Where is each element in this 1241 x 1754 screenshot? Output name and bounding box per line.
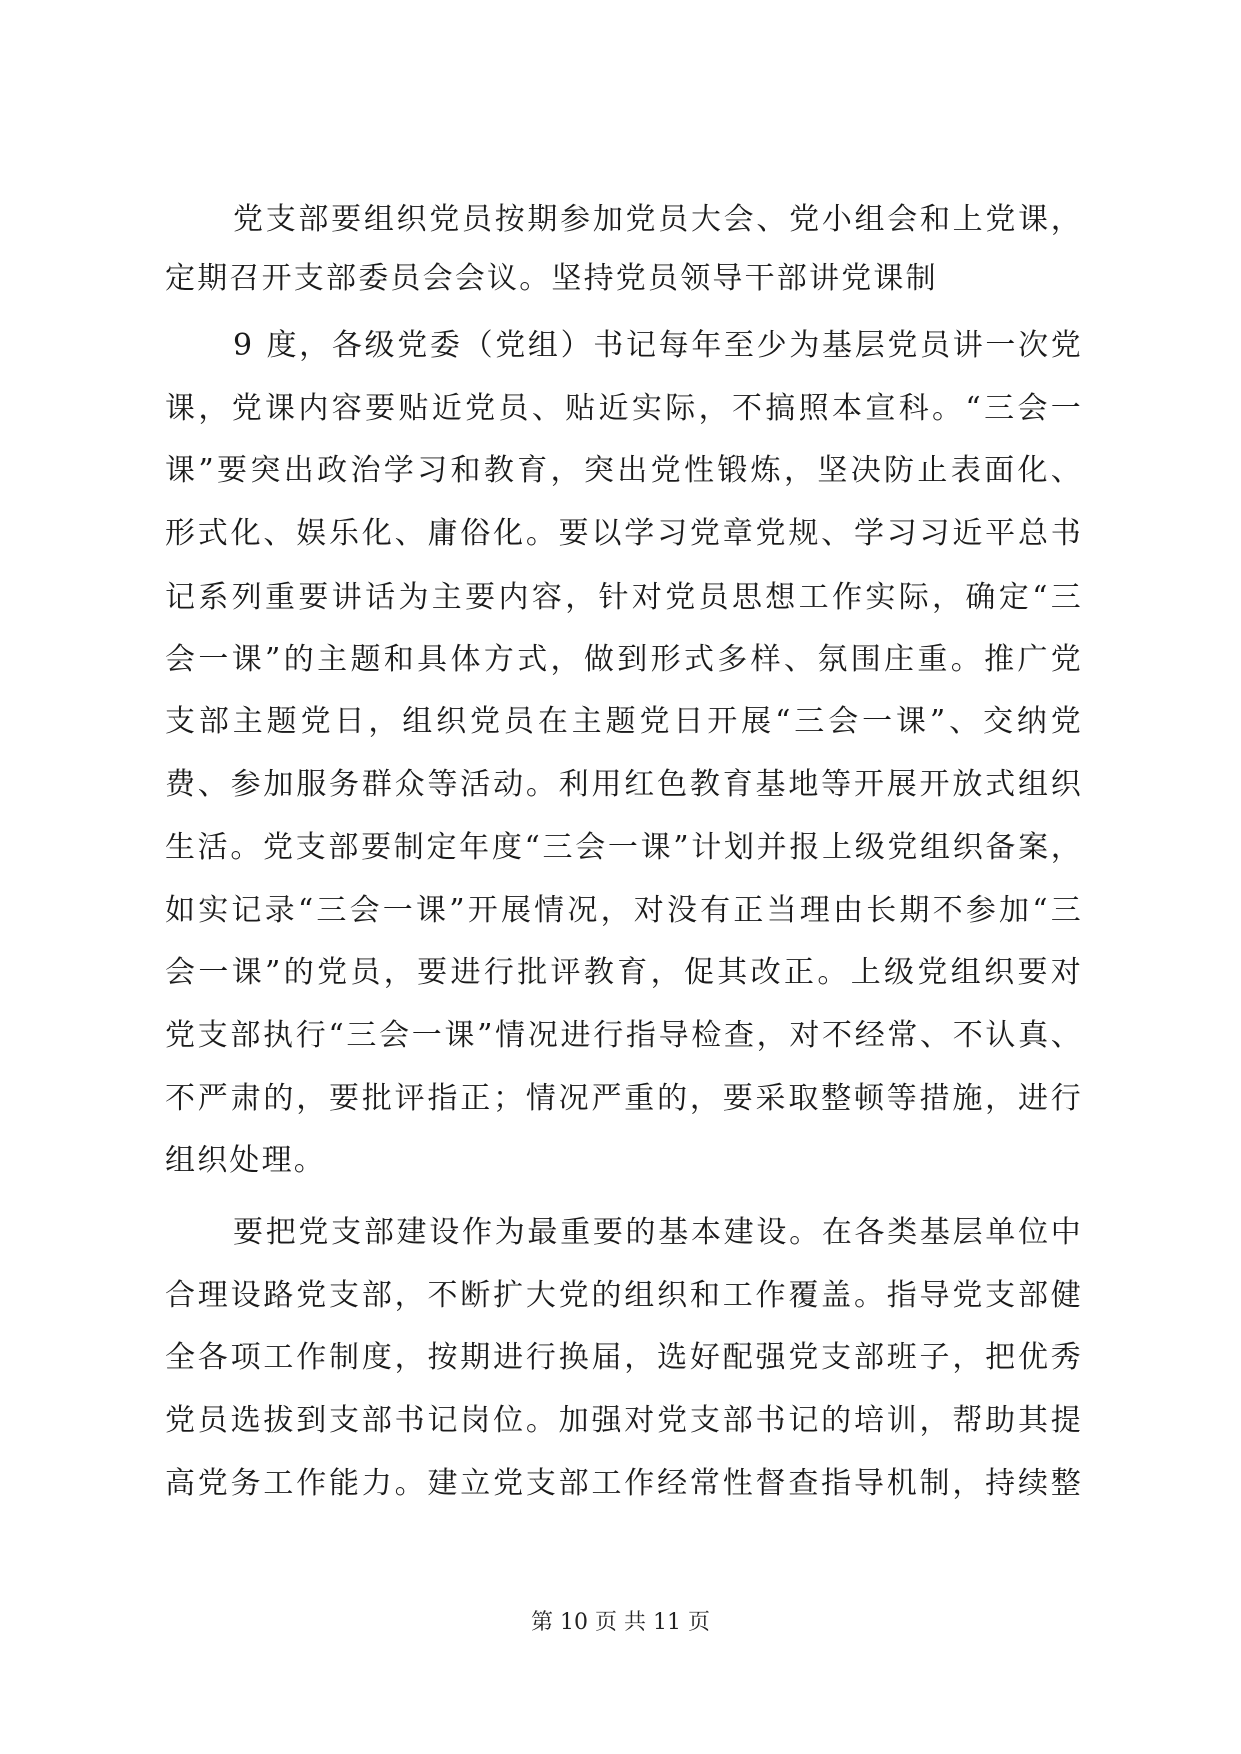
text-line: 会一课”的党员，要进行批评教育，促其改正。上级党组织要对 (165, 955, 1083, 990)
text-line: 课，党课内容要贴近党员、贴近实际，不搞照本宣科。“三会一 (165, 391, 1083, 426)
text-line: 费、参加服务群众等活动。利用红色教育基地等开展开放式组织 (165, 767, 1083, 802)
text-line: 生活。党支部要制定年度“三会一课”计划并报上级党组织备案， (165, 830, 1083, 865)
text-line: 课”要突出政治学习和教育，突出党性锻炼，坚决防止表面化、 (165, 453, 1083, 488)
text-line: 9 度，各级党委（党组）书记每年至少为基层党员讲一次党 (233, 328, 1083, 363)
text-line: 如实记录“三会一课”开展情况，对没有正当理由长期不参加“三 (165, 893, 1083, 928)
text-line: 合理设路党支部，不断扩大党的组织和工作覆盖。指导党支部健 (165, 1278, 1083, 1313)
text-line: 组织处理。 (165, 1143, 326, 1178)
text-line: 全各项工作制度，按期进行换届，选好配强党支部班子，把优秀 (165, 1340, 1083, 1375)
text-line: 要把党支部建设作为最重要的基本建设。在各类基层单位中 (233, 1215, 1083, 1250)
page-number-footer: 第 10 页 共 11 页 (531, 1610, 710, 1635)
text-line: 党支部执行“三会一课”情况进行指导检查，对不经常、不认真、 (165, 1018, 1083, 1053)
text-line: 不严肃的，要批评指正；情况严重的，要采取整顿等措施，进行 (165, 1081, 1083, 1116)
text-line: 高党务工作能力。建立党支部工作经常性督查指导机制，持续整 (165, 1466, 1083, 1501)
text-line: 形式化、娱乐化、庸俗化。要以学习党章党规、学习习近平总书 (165, 516, 1083, 551)
text-line: 记系列重要讲话为主要内容，针对党员思想工作实际，确定“三 (165, 580, 1083, 615)
text-line: 定期召开支部委员会会议。坚持党员领导干部讲党课制 (165, 261, 938, 296)
text-line: 党支部要组织党员按期参加党员大会、党小组会和上党课， (233, 202, 1083, 237)
text-line: 会一课”的主题和具体方式，做到形式多样、氛围庄重。推广党 (165, 642, 1083, 677)
text-line: 支部主题党日，组织党员在主题党日开展“三会一课”、交纳党 (165, 704, 1083, 739)
text-line: 党员选拔到支部书记岗位。加强对党支部书记的培训，帮助其提 (165, 1403, 1083, 1438)
